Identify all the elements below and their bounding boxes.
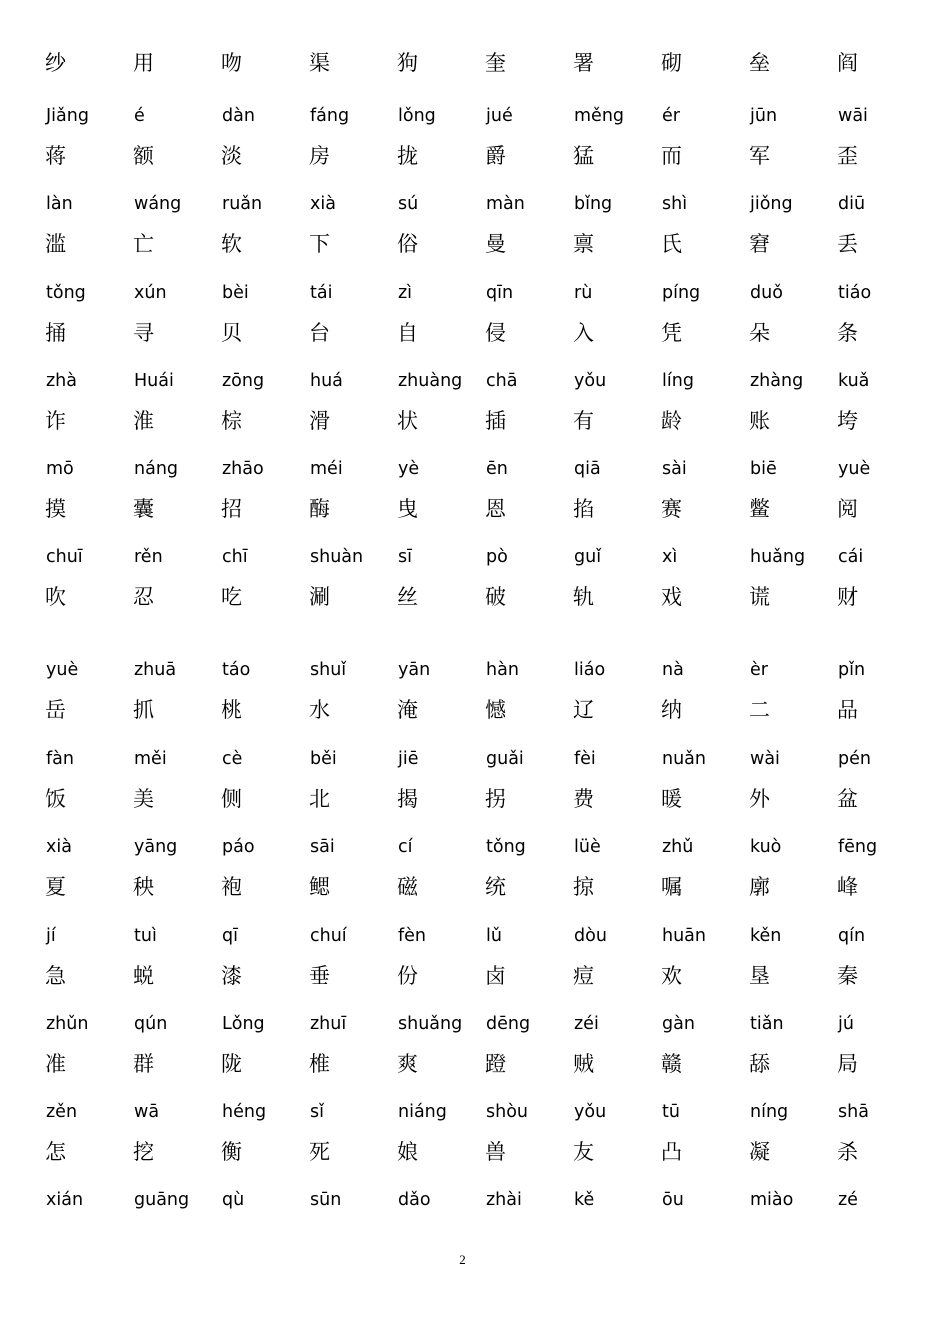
pinyin-syllable: huǎng: [750, 547, 806, 567]
hanzi-character: 忍: [133, 585, 154, 609]
hanzi-character: 淡: [221, 144, 242, 168]
hanzi-character: 曳: [397, 497, 418, 521]
hanzi-character: 禀: [573, 232, 594, 256]
pinyin-row: [0, 662, 950, 692]
pinyin-syllable: ruǎn: [222, 194, 263, 214]
pinyin-syllable: yuè: [838, 459, 871, 479]
pinyin-syllable: gàn: [662, 1014, 695, 1034]
hanzi-character: 砌: [661, 51, 682, 75]
pinyin-syllable: qún: [134, 1014, 168, 1034]
pinyin-syllable: zì: [398, 283, 413, 303]
pinyin-syllable: jūn: [750, 106, 778, 126]
hanzi-character: 鳃: [309, 875, 330, 899]
pinyin-syllable: wāi: [838, 106, 868, 126]
hanzi-character: 挖: [133, 1140, 154, 1164]
pinyin-syllable: kěn: [750, 926, 782, 946]
hanzi-character: 衡: [221, 1140, 242, 1164]
hanzi-character: 份: [397, 964, 418, 988]
hanzi-character: 军: [749, 144, 770, 168]
hanzi-character: 拢: [397, 144, 418, 168]
hanzi-character: 爵: [485, 144, 506, 168]
hanzi-character: 北: [309, 787, 330, 811]
pinyin-syllable: zhāo: [222, 459, 264, 479]
hanzi-character: 统: [485, 875, 506, 899]
hanzi-character: 兽: [485, 1140, 506, 1164]
hanzi-character: 俗: [397, 232, 418, 256]
hanzi-character: 椎: [309, 1052, 330, 1076]
pinyin-syllable: náng: [134, 459, 179, 479]
pinyin-syllable: zéi: [574, 1014, 599, 1034]
hanzi-character: 滑: [309, 409, 330, 433]
hanzi-character: 辽: [573, 698, 594, 722]
pinyin-syllable: lüè: [574, 837, 601, 857]
pinyin-syllable: sài: [662, 459, 687, 479]
hanzi-character: 吃: [221, 585, 242, 609]
hanzi-row: [0, 1054, 950, 1084]
pinyin-syllable: zhàng: [750, 371, 804, 391]
hanzi-character: 曼: [485, 232, 506, 256]
hanzi-character: 美: [133, 787, 154, 811]
hanzi-character: 群: [133, 1052, 154, 1076]
pinyin-syllable: zěn: [46, 1102, 78, 1122]
pinyin-syllable: bèi: [222, 283, 249, 303]
hanzi-character: 吻: [221, 51, 242, 75]
pinyin-syllable: píng: [662, 283, 701, 303]
pinyin-row: [0, 461, 950, 491]
hanzi-character: 费: [573, 787, 594, 811]
pinyin-syllable: wài: [750, 749, 780, 769]
pinyin-syllable: wā: [134, 1102, 160, 1122]
hanzi-character: 急: [45, 964, 66, 988]
pinyin-syllable: huān: [662, 926, 706, 946]
pinyin-syllable: dēng: [486, 1014, 531, 1034]
hanzi-character: 侵: [485, 321, 506, 345]
pinyin-syllable: dǎo: [398, 1190, 431, 1210]
pinyin-syllable: bǐng: [574, 194, 613, 214]
hanzi-character: 鳖: [749, 497, 770, 521]
hanzi-character: 卤: [485, 964, 506, 988]
hanzi-character: 纳: [661, 698, 682, 722]
pinyin-syllable: yè: [398, 459, 420, 479]
hanzi-character: 额: [133, 144, 154, 168]
hanzi-character: 猛: [573, 144, 594, 168]
hanzi-character: 囊: [133, 497, 154, 521]
hanzi-row: [0, 789, 950, 819]
pinyin-syllable: lǔ: [486, 926, 502, 946]
hanzi-character: 摸: [45, 497, 66, 521]
pinyin-syllable: yāng: [134, 837, 178, 857]
pinyin-syllable: Lǒng: [222, 1014, 265, 1034]
pinyin-syllable: zhuī: [310, 1014, 347, 1034]
hanzi-character: 怎: [45, 1140, 66, 1164]
pinyin-syllable: qī: [222, 926, 238, 946]
pinyin-syllable: shuàn: [310, 547, 364, 567]
top-character-row: [0, 53, 950, 83]
hanzi-character: 淹: [397, 698, 418, 722]
hanzi-character: 舔: [749, 1052, 770, 1076]
pinyin-row: [0, 928, 950, 958]
pinyin-syllable: cí: [398, 837, 413, 857]
pinyin-syllable: tǒng: [46, 283, 86, 303]
hanzi-row: [0, 587, 950, 617]
pinyin-row: [0, 1104, 950, 1134]
hanzi-character: 凭: [661, 321, 682, 345]
pinyin-syllable: biē: [750, 459, 777, 479]
pinyin-syllable: jiǒng: [750, 194, 793, 214]
hanzi-character: 夏: [45, 875, 66, 899]
hanzi-row: [0, 499, 950, 529]
hanzi-character: 丝: [397, 585, 418, 609]
pinyin-syllable: fèi: [574, 749, 596, 769]
hanzi-character: 招: [221, 497, 242, 521]
hanzi-character: 凝: [749, 1140, 770, 1164]
pinyin-syllable: cè: [222, 749, 243, 769]
hanzi-character: 酶: [309, 497, 330, 521]
hanzi-character: 赛: [661, 497, 682, 521]
hanzi-character: 戏: [661, 585, 682, 609]
pinyin-syllable: chuī: [46, 547, 83, 567]
pinyin-syllable: dòu: [574, 926, 607, 946]
pinyin-syllable: guǐ: [574, 547, 602, 567]
pinyin-row: [0, 839, 950, 869]
pinyin-syllable: sǐ: [310, 1102, 324, 1122]
hanzi-character: 爽: [397, 1052, 418, 1076]
hanzi-character: 蒋: [45, 144, 66, 168]
pinyin-syllable: tái: [310, 283, 333, 303]
hanzi-character: 捅: [45, 321, 66, 345]
hanzi-character: 掐: [573, 497, 594, 521]
hanzi-character: 插: [485, 409, 506, 433]
pinyin-syllable: xún: [134, 283, 167, 303]
pinyin-syllable: zhài: [486, 1190, 522, 1210]
hanzi-character: 淮: [133, 409, 154, 433]
pinyin-syllable: jiē: [398, 749, 419, 769]
pinyin-syllable: níng: [750, 1102, 789, 1122]
hanzi-character: 准: [45, 1052, 66, 1076]
hanzi-character: 侧: [221, 787, 242, 811]
pinyin-syllable: diū: [838, 194, 866, 214]
pinyin-syllable: kě: [574, 1190, 595, 1210]
hanzi-character: 欢: [661, 964, 682, 988]
hanzi-character: 亡: [133, 232, 154, 256]
hanzi-character: 轨: [573, 585, 594, 609]
pinyin-syllable: fèn: [398, 926, 427, 946]
hanzi-character: 滥: [45, 232, 66, 256]
hanzi-character: 袍: [221, 875, 242, 899]
pinyin-syllable: méi: [310, 459, 343, 479]
hanzi-character: 自: [397, 321, 418, 345]
pinyin-syllable: kuǎ: [838, 371, 870, 391]
pinyin-syllable: rù: [574, 283, 593, 303]
hanzi-character: 岳: [45, 698, 66, 722]
pinyin-syllable: pǐn: [838, 660, 866, 680]
pinyin-syllable: sú: [398, 194, 419, 214]
pinyin-syllable: èr: [750, 660, 768, 680]
pinyin-syllable: měi: [134, 749, 167, 769]
hanzi-character: 阎: [837, 51, 858, 75]
hanzi-row: [0, 146, 950, 176]
pinyin-row: [0, 196, 950, 226]
pinyin-syllable: sī: [398, 547, 412, 567]
hanzi-character: 廓: [749, 875, 770, 899]
hanzi-character: 憾: [485, 698, 506, 722]
pinyin-syllable: ōu: [662, 1190, 684, 1210]
hanzi-character: 涮: [309, 585, 330, 609]
pinyin-syllable: màn: [486, 194, 525, 214]
page-number: 2: [459, 1252, 466, 1267]
hanzi-character: 垮: [837, 409, 858, 433]
pinyin-syllable: qiā: [574, 459, 601, 479]
hanzi-character: 水: [309, 698, 330, 722]
pinyin-row: [0, 751, 950, 781]
pinyin-syllable: fàn: [46, 749, 74, 769]
hanzi-character: 渠: [309, 51, 330, 75]
hanzi-character: 条: [837, 321, 858, 345]
hanzi-character: 氏: [661, 232, 682, 256]
pinyin-syllable: jú: [838, 1014, 854, 1034]
hanzi-row: [0, 323, 950, 353]
pinyin-syllable: shuǎng: [398, 1014, 463, 1034]
hanzi-character: 赣: [661, 1052, 682, 1076]
hanzi-character: 窘: [749, 232, 770, 256]
pinyin-syllable: zōng: [222, 371, 265, 391]
hanzi-character: 账: [749, 409, 770, 433]
pinyin-syllable: zé: [838, 1190, 858, 1210]
hanzi-character: 软: [221, 232, 242, 256]
hanzi-character: 品: [837, 698, 858, 722]
pinyin-syllable: huá: [310, 371, 343, 391]
hanzi-character: 寻: [133, 321, 154, 345]
hanzi-character: 二: [749, 698, 770, 722]
hanzi-row: [0, 966, 950, 996]
pinyin-syllable: làn: [46, 194, 73, 214]
pinyin-syllable: yān: [398, 660, 431, 680]
hanzi-character: 下: [309, 232, 330, 256]
pinyin-syllable: liáo: [574, 660, 606, 680]
pinyin-syllable: běi: [310, 749, 337, 769]
pinyin-syllable: jí: [46, 926, 56, 946]
hanzi-character: 盆: [837, 787, 858, 811]
pinyin-syllable: qù: [222, 1190, 245, 1210]
hanzi-character: 杀: [837, 1140, 858, 1164]
hanzi-character: 抓: [133, 698, 154, 722]
pinyin-syllable: yǒu: [574, 371, 607, 391]
hanzi-character: 用: [133, 51, 154, 75]
hanzi-character: 贝: [221, 321, 242, 345]
hanzi-character: 歪: [837, 144, 858, 168]
pinyin-syllable: měng: [574, 106, 625, 126]
pinyin-syllable: nà: [662, 660, 684, 680]
hanzi-row: [0, 877, 950, 907]
hanzi-character: 陇: [221, 1052, 242, 1076]
pinyin-syllable: fēng: [838, 837, 878, 857]
pinyin-syllable: duǒ: [750, 283, 783, 303]
hanzi-character: 台: [309, 321, 330, 345]
hanzi-character: 财: [837, 585, 858, 609]
hanzi-character: 诈: [45, 409, 66, 433]
pinyin-syllable: kuò: [750, 837, 782, 857]
hanzi-character: 垂: [309, 964, 330, 988]
pinyin-syllable: guǎi: [486, 749, 524, 769]
pinyin-syllable: tiáo: [838, 283, 872, 303]
hanzi-character: 友: [573, 1140, 594, 1164]
pinyin-syllable: shì: [662, 194, 688, 214]
pinyin-syllable: niáng: [398, 1102, 447, 1122]
pinyin-syllable: wáng: [134, 194, 182, 214]
hanzi-character: 暖: [661, 787, 682, 811]
hanzi-character: 凸: [661, 1140, 682, 1164]
hanzi-character: 状: [397, 409, 418, 433]
hanzi-character: 龄: [661, 409, 682, 433]
hanzi-character: 拐: [485, 787, 506, 811]
hanzi-character: 峰: [837, 875, 858, 899]
hanzi-character: 入: [573, 321, 594, 345]
pinyin-syllable: ēn: [486, 459, 508, 479]
pinyin-syllable: mō: [46, 459, 74, 479]
pinyin-syllable: é: [134, 106, 145, 126]
hanzi-character: 朵: [749, 321, 770, 345]
pinyin-syllable: chī: [222, 547, 248, 567]
pinyin-syllable: zhǔ: [662, 837, 694, 857]
pinyin-row: [0, 1192, 950, 1222]
pinyin-syllable: pò: [486, 547, 508, 567]
hanzi-character: 蹬: [485, 1052, 506, 1076]
hanzi-character: 揭: [397, 787, 418, 811]
pinyin-syllable: Jiǎng: [46, 106, 89, 126]
pinyin-syllable: hàn: [486, 660, 519, 680]
pinyin-syllable: shā: [838, 1102, 869, 1122]
pinyin-syllable: chuí: [310, 926, 347, 946]
pinyin-syllable: chā: [486, 371, 518, 391]
pinyin-syllable: shuǐ: [310, 660, 347, 680]
hanzi-row: [0, 700, 950, 730]
hanzi-character: 娘: [397, 1140, 418, 1164]
hanzi-character: 棕: [221, 409, 242, 433]
pinyin-syllable: xì: [662, 547, 678, 567]
hanzi-character: 饭: [45, 787, 66, 811]
pinyin-syllable: Huái: [134, 371, 174, 391]
pinyin-syllable: yǒu: [574, 1102, 607, 1122]
hanzi-character: 丢: [837, 232, 858, 256]
hanzi-character: 阅: [837, 497, 858, 521]
hanzi-character: 谎: [749, 585, 770, 609]
pinyin-syllable: xián: [46, 1190, 84, 1210]
hanzi-character: 嘱: [661, 875, 682, 899]
pinyin-syllable: qín: [838, 926, 866, 946]
pinyin-syllable: sāi: [310, 837, 335, 857]
pinyin-syllable: nuǎn: [662, 749, 706, 769]
pinyin-syllable: líng: [662, 371, 694, 391]
pinyin-syllable: ér: [662, 106, 680, 126]
pinyin-syllable: rěn: [134, 547, 163, 567]
hanzi-character: 掠: [573, 875, 594, 899]
hanzi-character: 外: [749, 787, 770, 811]
pinyin-syllable: xià: [46, 837, 72, 857]
hanzi-character: 而: [661, 144, 682, 168]
pinyin-syllable: tū: [662, 1102, 680, 1122]
hanzi-character: 有: [573, 409, 594, 433]
hanzi-character: 蜕: [133, 964, 154, 988]
hanzi-character: 秧: [133, 875, 154, 899]
pinyin-syllable: tiǎn: [750, 1014, 784, 1034]
pinyin-syllable: guāng: [134, 1190, 190, 1210]
hanzi-character: 奎: [485, 51, 506, 75]
hanzi-character: 贼: [573, 1052, 594, 1076]
pinyin-syllable: zhuā: [134, 660, 177, 680]
pinyin-syllable: shòu: [486, 1102, 529, 1122]
pinyin-row: [0, 285, 950, 315]
pinyin-syllable: sūn: [310, 1190, 342, 1210]
pinyin-syllable: zhǔn: [46, 1014, 89, 1034]
pinyin-syllable: héng: [222, 1102, 267, 1122]
hanzi-character: 垦: [749, 964, 770, 988]
pinyin-syllable: zhuàng: [398, 371, 463, 391]
hanzi-character: 房: [309, 144, 330, 168]
pinyin-syllable: páo: [222, 837, 255, 857]
hanzi-character: 破: [485, 585, 506, 609]
hanzi-character: 狗: [397, 51, 418, 75]
hanzi-character: 垒: [749, 51, 770, 75]
pinyin-row: [0, 373, 950, 403]
hanzi-row: [0, 411, 950, 441]
pinyin-syllable: tuì: [134, 926, 157, 946]
pinyin-row: [0, 108, 950, 138]
pinyin-syllable: yuè: [46, 660, 79, 680]
hanzi-character: 署: [573, 51, 594, 75]
pinyin-syllable: táo: [222, 660, 251, 680]
hanzi-character: 漆: [221, 964, 242, 988]
hanzi-character: 纱: [45, 51, 66, 75]
pinyin-syllable: fáng: [310, 106, 350, 126]
hanzi-character: 死: [309, 1140, 330, 1164]
pinyin-syllable: lǒng: [398, 106, 436, 126]
pinyin-syllable: dàn: [222, 106, 255, 126]
hanzi-character: 痘: [573, 964, 594, 988]
pinyin-syllable: qīn: [486, 283, 514, 303]
hanzi-character: 吹: [45, 585, 66, 609]
hanzi-character: 恩: [485, 497, 506, 521]
pinyin-syllable: zhà: [46, 371, 78, 391]
pinyin-row: [0, 1016, 950, 1046]
hanzi-row: [0, 234, 950, 264]
hanzi-character: 局: [837, 1052, 858, 1076]
pinyin-syllable: miào: [750, 1190, 794, 1210]
hanzi-character: 磁: [397, 875, 418, 899]
pinyin-syllable: pén: [838, 749, 871, 769]
pinyin-syllable: xià: [310, 194, 336, 214]
hanzi-row: [0, 1142, 950, 1172]
pinyin-syllable: jué: [486, 106, 513, 126]
hanzi-character: 桃: [221, 698, 242, 722]
pinyin-syllable: cái: [838, 547, 864, 567]
pinyin-row: [0, 549, 950, 579]
hanzi-character: 秦: [837, 964, 858, 988]
pinyin-syllable: tǒng: [486, 837, 526, 857]
